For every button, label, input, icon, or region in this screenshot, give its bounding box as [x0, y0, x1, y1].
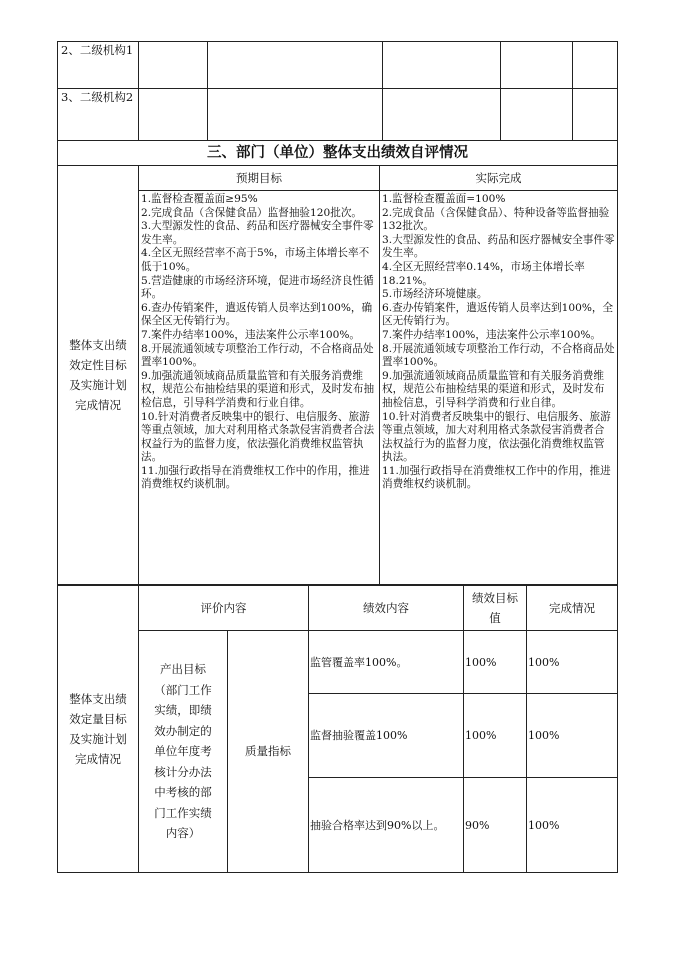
list-item: 6.查办传销案件，遣返传销人员率达到100%，全区无传销行为。	[382, 301, 614, 328]
row-label-org2: 3、二级机构2	[58, 89, 139, 141]
list-item: 1.监督检查覆盖面≥95%	[141, 193, 258, 205]
empty-cell	[501, 89, 573, 141]
qualitative-row-label: 整体支出绩效定性目标及实施计划完成情况	[58, 166, 139, 585]
empty-cell	[139, 89, 208, 141]
list-item: 9.加强流通领域商品质量监管和有关服务消费维权，规范公布抽检结果的渠道和形式，及时发布抽检信息，引导科学消费和行业自律。	[382, 369, 605, 409]
output-target-label: 产出目标（部门工作实绩，即绩效办制定的单位年度考核计分办法中考核的部门工作实绩内容）	[139, 631, 228, 873]
section-title: 三、部门（单位）整体支出绩效自评情况	[58, 141, 618, 166]
list-item: 1.监督检查覆盖面=100%	[382, 193, 506, 205]
table-row	[58, 42, 618, 89]
expected-header: 预期目标	[139, 166, 380, 191]
target-value-cell: 100%	[464, 631, 527, 694]
quantitative-table	[57, 585, 618, 873]
empty-cell	[573, 89, 618, 141]
target-value-cell: 100%	[464, 694, 527, 778]
list-item: 8.开展流通领域专项整治工作行动，不合格商品处置率100%。	[141, 342, 374, 369]
list-item: 5.营造健康的市场经济环境，促进市场经济良性循环。	[141, 274, 374, 301]
target-value-header: 绩效目标值	[464, 586, 527, 631]
empty-cell	[139, 42, 208, 89]
quantitative-row-label: 整体支出绩效定量目标及实施计划完成情况	[58, 586, 139, 873]
list-item: 4.全区无照经营率0.14%，市场主体增长率18.21%。	[382, 260, 585, 287]
eval-content-header: 评价内容	[139, 586, 309, 631]
perf-content-cell: 监督抽验覆盖100%	[309, 694, 464, 778]
list-item: 7.案件办结率100%，违法案件公示率100%。	[382, 328, 601, 341]
list-item: 9.加强流通领域商品质量监管和有关服务消费维权，规范公布抽检结果的渠道和形式，及时发布抽检信息，引导科学消费和行业自律。	[141, 369, 375, 409]
completion-header: 完成情况	[527, 586, 618, 631]
empty-cell	[383, 42, 501, 89]
list-item: 11.加强行政指导在消费维权工作中的作用，推进消费维权约谈机制。	[382, 464, 611, 491]
top-rows-table	[57, 41, 618, 141]
completion-cell: 100%	[527, 631, 618, 694]
list-item: 10.针对消费者反映集中的银行、电信服务、旅游等重点领域，加大对利用格式条款侵害消费者合法权益行为的监督力度，依法强化消费维权监管执法。	[141, 410, 375, 464]
quality-indicator-label: 质量指标	[228, 631, 309, 873]
row-label-org1: 2、二级机构1	[58, 42, 139, 89]
expected-list	[139, 191, 380, 585]
list-item: 3.大型源发性的食品、药品和医疗器械安全事件零发生率。	[382, 233, 615, 260]
completion-cell: 100%	[527, 694, 618, 778]
empty-cell	[501, 42, 573, 89]
perf-content-cell: 抽验合格率达到90%以上。	[309, 778, 464, 873]
list-item: 3.大型源发性的食品、药品和医疗器械安全事件零发生率。	[141, 220, 374, 246]
empty-cell	[573, 42, 618, 89]
qualitative-table	[57, 140, 618, 585]
empty-cell	[208, 42, 383, 89]
list-item: 10.针对消费者反映集中的银行、电信服务、旅游等重点领域，加大对利用格式条款侵害消费者合法权益行为的监督力度，依法强化消费维权监管执法。	[382, 410, 611, 464]
empty-cell	[383, 89, 501, 141]
actual-list	[380, 191, 618, 585]
table-row	[58, 89, 618, 141]
perf-content-header: 绩效内容	[309, 586, 464, 631]
list-item: 5.市场经济环境健康。	[382, 288, 488, 301]
completion-cell: 100%	[527, 778, 618, 873]
actual-header: 实际完成	[380, 166, 618, 191]
list-item: 8.开展流通领域专项整治工作行动，不合格商品处置率100%。	[382, 342, 615, 369]
list-item: 2.完成食品（含保健食品）、特种设备等监督抽验132批次。	[382, 206, 610, 233]
target-value-cell: 90%	[464, 778, 527, 873]
perf-content-cell: 监管覆盖率100%。	[309, 631, 464, 694]
list-item: 6.查办传销案件，遣返传销人员率达到100%，确保全区无传销行为。	[141, 301, 373, 328]
list-item: 11.加强行政指导在消费维权工作中的作用，推进消费维权约谈机制。	[141, 464, 370, 491]
list-item: 7.案件办结率100%，违法案件公示率100%。	[141, 328, 360, 341]
list-item: 2.完成食品（含保健食品）监督抽验120批次。	[141, 206, 363, 219]
empty-cell	[208, 89, 383, 141]
list-item: 4.全区无照经营率不高于5%，市场主体增长率不低于10%。	[141, 247, 370, 273]
